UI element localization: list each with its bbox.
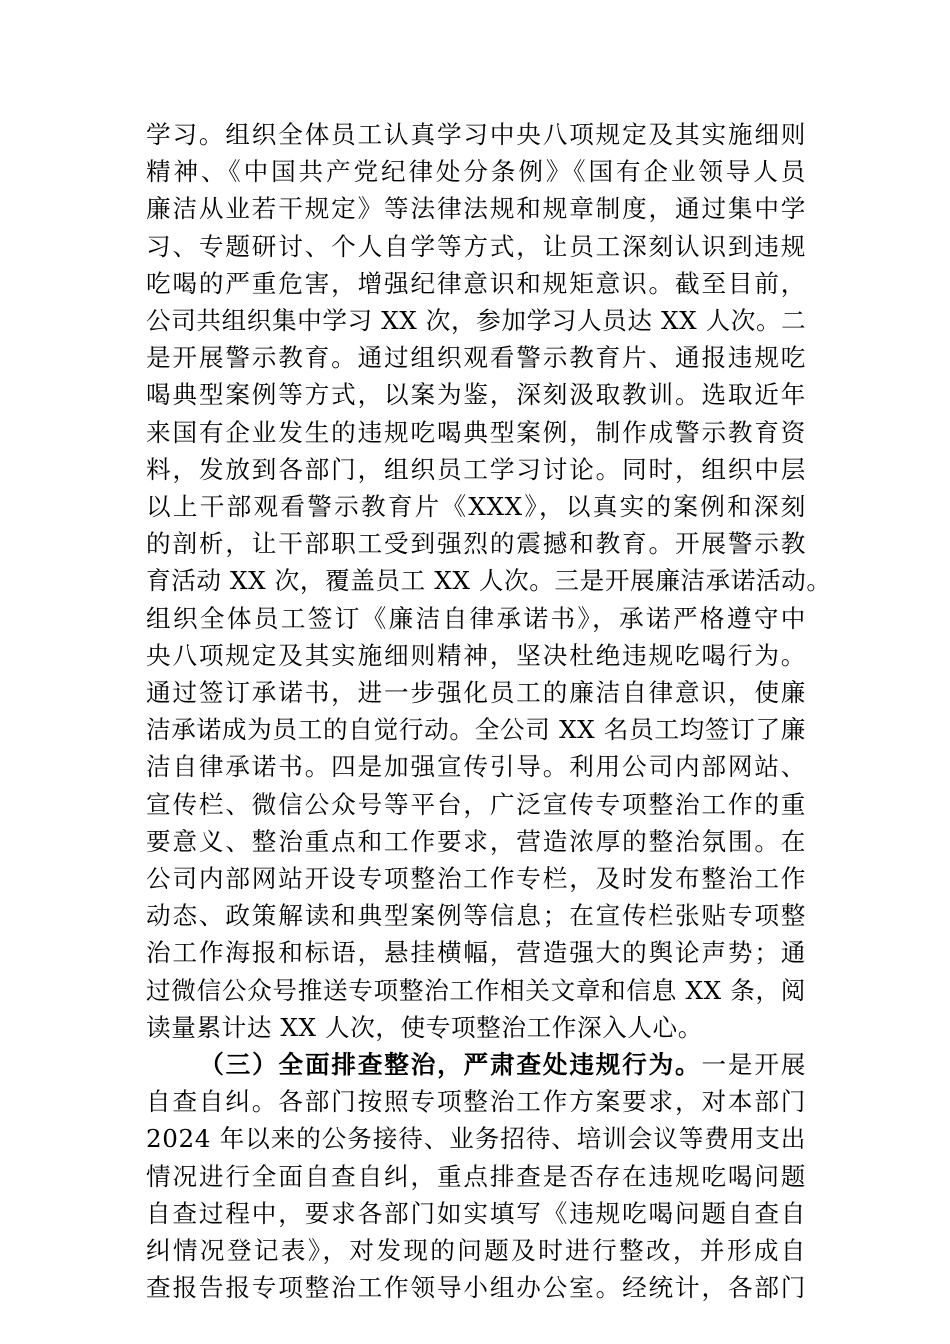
text-line: 通过签订承诺书，进一步强化员工的廉洁自律意识，使廉: [146, 678, 806, 708]
document-body: [146, 116, 832, 1307]
text-line: 宣传栏、微信公众号等平台，广泛宣传专项整治工作的重: [146, 789, 806, 819]
text-line: 吃喝的严重危害，增强纪律意识和规矩意识。截至目前，: [146, 268, 806, 298]
text-line: 公司共组织集中学习 XX 次，参加学习人员达 XX 人次。二: [146, 306, 807, 336]
text-line: 育活动 XX 次，覆盖员工 XX 人次。三是开展廉洁承诺活动。: [146, 566, 832, 596]
text-line: 来国有企业发生的违规吃喝典型案例，制作成警示教育资: [146, 417, 806, 447]
text-line: 学习。组织全体员工认真学习中央八项规定及其实施细则: [146, 120, 806, 149]
text-line: 习、专题研讨、个人自学等方式，让员工深刻认识到违规: [146, 231, 806, 261]
text-line: 查报告报专项整治工作领导小组办公室。经统计，各部门: [146, 1273, 806, 1303]
text-line: 是开展警示教育。通过组织观看警示教育片、通报违规吃: [146, 343, 806, 373]
text-line: 2024 年以来的公务接待、业务招待、培训会议等费用支出: [146, 1124, 806, 1154]
text-line: 动态、政策解读和典型案例等信息；在宣传栏张贴专项整: [146, 901, 806, 931]
text-line: 自查自纠。各部门按照专项整治工作方案要求，对本部门: [146, 1087, 806, 1117]
text-line: 料，发放到各部门，组织员工学习讨论。同时，组织中层: [146, 454, 806, 484]
text-line: 精神、《中国共产党纪律处分条例》《国有企业领导人员: [146, 157, 806, 187]
section-heading: （三）全面排查整治，严肃查处违规行为。: [198, 1050, 702, 1080]
text-line: 读量累计达 XX 人次，使专项整治工作深入人心。: [146, 1012, 703, 1042]
text-line: 过微信公众号推送专项整治工作相关文章和信息 XX 条，阅: [146, 975, 806, 1005]
text-line: 洁承诺成为员工的自觉行动。全公司 XX 名员工均签订了廉: [146, 715, 806, 745]
text-line: 的剖析，让干部职工受到强烈的震撼和教育。开展警示教: [146, 529, 806, 559]
text-line: 廉洁从业若干规定》等法律法规和规章制度，通过集中学: [146, 194, 806, 224]
text-line: 以上干部观看警示教育片《XXX》，以真实的案例和深刻: [146, 492, 806, 522]
text-line: 喝典型案例等方式，以案为鉴，深刻汲取教训。选取近年: [146, 380, 806, 410]
text-line: 组织全体员工签订《廉洁自律承诺书》，承诺严格遵守中: [146, 603, 806, 633]
paragraph-2: [146, 1046, 806, 1306]
text-line: 央八项规定及其实施细则精神，坚决杜绝违规吃喝行为。: [146, 640, 806, 670]
paragraph-2-line-text: 一是开展: [701, 1050, 806, 1080]
text-line: 纠情况登记表》，对发现的问题及时进行整改，并形成自: [146, 1236, 806, 1266]
text-line: 公司内部网站开设专项整治工作专栏，及时发布整治工作: [146, 864, 806, 894]
text-line: 情况进行全面自查自纠，重点排查是否存在违规吃喝问题: [146, 1161, 806, 1191]
text-line: 治工作海报和标语，悬挂横幅，营造强大的舆论声势；通: [146, 938, 806, 968]
text-line: 自查过程中，要求各部门如实填写《违规吃喝问题自查自: [146, 1198, 806, 1228]
text-line: 要意义、整治重点和工作要求，营造浓厚的整治氛围。在: [146, 826, 806, 856]
text-line: 洁自律承诺书。四是加强宣传引导。利用公司内部网站、: [146, 752, 806, 782]
paragraph-1: [146, 116, 832, 1046]
paragraph-2-first-line: [146, 1046, 806, 1083]
